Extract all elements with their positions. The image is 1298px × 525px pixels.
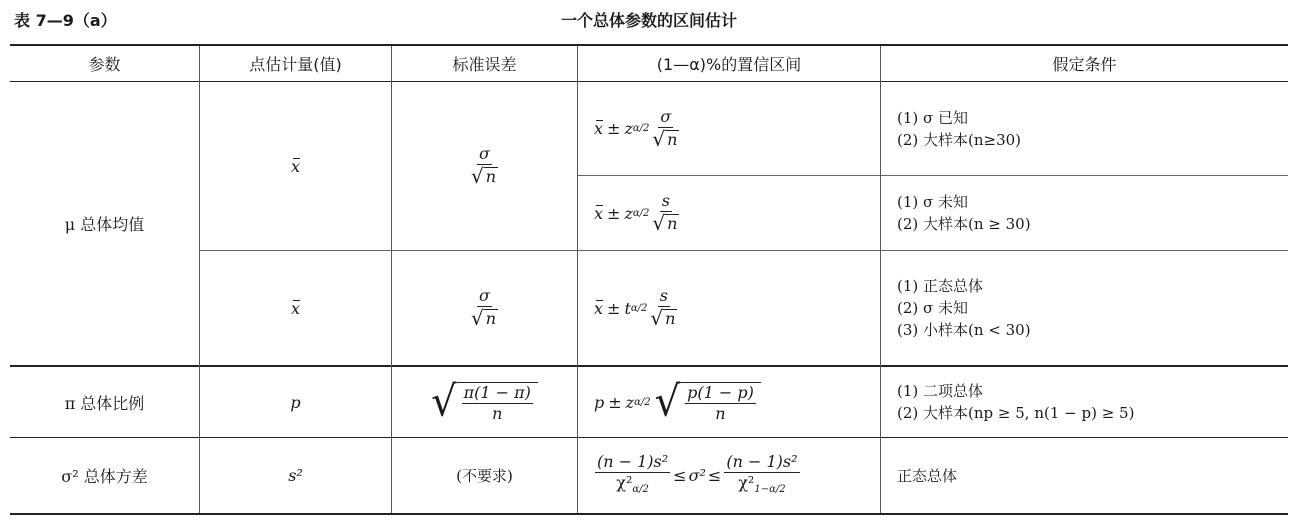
estimator-mean-1 (200, 82, 391, 250)
ci-variance (578, 438, 880, 513)
estimator-proportion-symbol: p (290, 392, 301, 412)
ci-mean-2 (578, 176, 880, 250)
se-mean-3-numerator: σ (479, 286, 490, 305)
header-standard-error: 标准误差 (452, 55, 517, 74)
cond-proportion-line-1: (1) 二项总体 (897, 382, 984, 400)
ci-mean-1-z: z (624, 119, 633, 138)
ci-mean-3-xbar: x (594, 298, 604, 318)
param-variance: σ² 总体方差 (61, 467, 148, 486)
se-mean-3-fraction: σ √ n (470, 286, 497, 330)
ci-mean-2-fraction: s √ n (652, 191, 678, 235)
ci-mean-1-denominator: n (667, 129, 678, 149)
ci-mean-2-pm: ± (607, 203, 621, 223)
estimator-variance (200, 438, 391, 513)
se-proportion-numerator: π(1 − π) (463, 382, 531, 402)
estimator-mean-3 (200, 251, 391, 365)
ci-variance-left-sub: α/2 (632, 483, 649, 495)
se-mean-1 (392, 82, 577, 250)
ci-mean-2-xbar: x (594, 203, 604, 223)
ci-mean-3-t: t (624, 298, 631, 318)
ci-proportion (578, 367, 880, 437)
se-proportion-denominator: n (492, 403, 503, 423)
estimator-variance-symbol: s² (288, 466, 303, 485)
ci-proportion-z: z (625, 392, 635, 412)
estimator-mean-3-symbol: x (290, 298, 301, 318)
se-variance: (不要求) (456, 467, 513, 485)
param-proportion: π 总体比例 (64, 393, 145, 413)
ci-proportion-p: p (594, 392, 605, 412)
ci-mean-1-numerator: σ (660, 106, 672, 126)
ci-variance-le-1: ≤ (673, 466, 687, 485)
ci-proportion-sqrt: √ $\frac{p(1 - p)}{n}$ (655, 382, 761, 423)
cond-proportion (881, 367, 1288, 437)
table-label: 表 7—9（a） (14, 11, 117, 30)
ci-mean-3-sub: α/2 (630, 302, 648, 314)
estimator-proportion (200, 367, 391, 437)
estimator-mean-1-symbol: x (290, 156, 301, 176)
ci-mean-3-denominator: n (665, 309, 676, 328)
ci-proportion-numerator: p(1 − p) (687, 382, 754, 402)
se-proportion (392, 367, 577, 437)
cond-mean-3-line-1: (1) 正态总体 (897, 277, 984, 295)
ci-variance-right-chi: χ² (738, 472, 755, 492)
se-mean-1-numerator: σ (479, 144, 490, 163)
ci-variance-le-2: ≤ (707, 466, 722, 485)
header-assumptions: 假定条件 (1052, 55, 1117, 74)
ci-mean-1-fraction: σ √ n (652, 106, 678, 151)
ci-mean-1-xbar: x (594, 119, 604, 138)
ci-mean-1-sub: α/2 (632, 123, 650, 134)
ci-mean-2-denominator: n (667, 214, 678, 233)
cond-mean-3 (881, 251, 1288, 365)
ci-mean-1 (578, 82, 880, 175)
cond-variance: 正态总体 (897, 467, 958, 485)
table-title: 一个总体参数的区间估计 (560, 11, 737, 30)
ci-mean-3-pm: ± (607, 298, 621, 318)
ci-mean-2-z: z (624, 203, 633, 223)
se-mean-3 (392, 251, 577, 365)
cond-mean-3-line-2: (2) σ 未知 (897, 299, 969, 317)
ci-variance-left-fraction (595, 453, 670, 499)
ci-variance-right-fraction (724, 453, 799, 499)
ci-mean-1-pm: ± (607, 119, 621, 138)
ci-mean-3-numerator: s (659, 286, 668, 305)
ci-variance-left-chi: χ² (616, 472, 633, 492)
header-parameter: 参数 (88, 55, 121, 74)
ci-variance-left-numerator: (n − 1)s² (597, 451, 669, 471)
ci-proportion-denominator: n (715, 403, 726, 423)
cond-mean-3-line-3: (3) 小样本(n < 30) (897, 321, 1031, 339)
bottom-rule (10, 513, 1288, 515)
header-point-estimator: 点估计量(值) (249, 55, 342, 74)
ci-proportion-sub: α/2 (634, 396, 651, 408)
ci-mean-3-fraction: s √ n (650, 286, 676, 330)
se-mean-1-denominator: n (485, 167, 497, 186)
cond-mean-2 (881, 176, 1288, 250)
cond-mean-2-line-2: (2) 大样本(n ≥ 30) (897, 215, 1031, 233)
param-mean: μ 总体均值 (64, 215, 145, 234)
ci-variance-right-numerator: (n − 1)s² (726, 451, 798, 471)
cond-mean-1-line-2: (2) 大样本(n≥30) (897, 130, 1022, 149)
ci-mean-2-sub: α/2 (632, 207, 650, 219)
cond-proportion-line-2: (2) 大样本(np ≥ 5, n(1 − p) ≥ 5) (897, 404, 1135, 422)
ci-variance-right-sub: 1−α/2 (754, 483, 786, 495)
ci-mean-2-numerator: s (661, 191, 670, 210)
ci-proportion-pm: ± (608, 392, 622, 412)
cond-mean-1 (881, 82, 1288, 175)
se-proportion-sqrt: √ $\frac{\pi(1 - \pi)}{n}$ (431, 382, 538, 423)
cond-mean-1-line-1: (1) σ 已知 (897, 108, 969, 127)
cond-mean-2-line-1: (1) σ 未知 (897, 193, 969, 211)
ci-mean-3 (578, 251, 880, 365)
header-confidence-interval: (1—α)%的置信区间 (656, 55, 802, 74)
se-mean-3-denominator: n (485, 309, 497, 328)
se-mean-1-fraction: σ √ n (470, 144, 497, 188)
ci-variance-sigma: σ² (688, 466, 706, 485)
